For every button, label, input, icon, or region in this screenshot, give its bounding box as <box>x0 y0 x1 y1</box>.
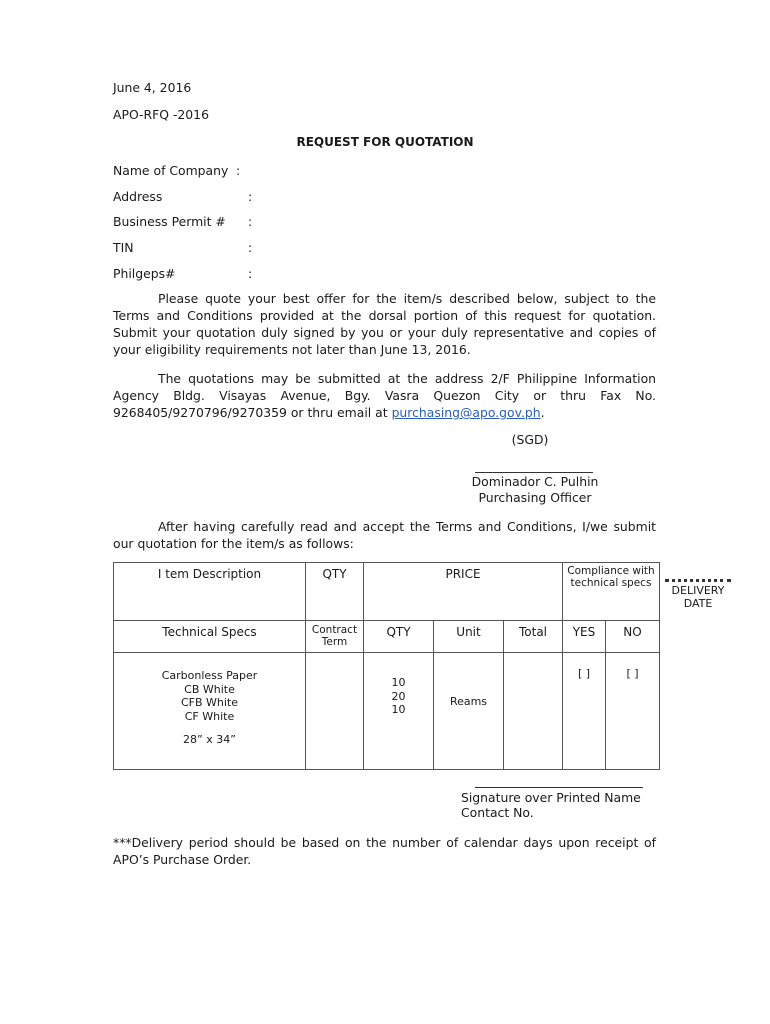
no-checkbox[interactable]: [ ] <box>605 653 659 770</box>
item-line: CFB White <box>180 696 239 709</box>
item-size: 28” x 34” <box>183 733 236 746</box>
field-colon-address: : <box>248 189 253 204</box>
contact-label: Contact No. <box>461 805 534 820</box>
total-cell <box>504 653 563 770</box>
item-line: CF White <box>184 709 235 723</box>
header-qty: QTY <box>306 563 364 621</box>
header-technical-specs: Technical Specs <box>114 621 306 653</box>
delivery-note: ***Delivery period should be based on the number of calendar days upon receipt of APO’s Purchase Order. <box>113 835 656 867</box>
field-label-tin: TIN <box>113 240 134 255</box>
field-colon-company: : <box>236 163 241 178</box>
quantity-value: 20 <box>391 689 406 703</box>
document-date: June 4, 2016 <box>113 80 192 95</box>
header-item-description: I tem Description <box>114 563 306 621</box>
sgd-mark: (SGD) <box>511 432 549 447</box>
field-label-philgeps: Philgeps# <box>113 266 176 281</box>
item-line: CB White <box>184 682 235 696</box>
field-label-business-permit: Business Permit # <box>113 214 226 229</box>
supplier-signature-line <box>475 787 643 788</box>
paragraph-acceptance: After having carefully read and accept the Terms and Conditions, I/we submit our quotation for the item/s as follows: <box>113 519 656 551</box>
field-label-company: Name of Company <box>113 163 229 178</box>
reference-number: APO-RFQ -2016 <box>113 107 209 122</box>
header-compliance: Compliance with technical specs <box>563 563 660 621</box>
field-label-address: Address <box>113 189 163 204</box>
quantity-value: 10 <box>391 703 406 716</box>
submission-address-end: . <box>540 405 545 420</box>
document-title: REQUEST FOR QUOTATION <box>296 135 474 149</box>
header-total: Total <box>504 621 563 653</box>
delivery-date-header: DELIVERY DATE <box>665 579 731 620</box>
email-link[interactable]: purchasing@apo.gov.ph <box>391 405 541 420</box>
quotation-table <box>113 562 660 770</box>
submission-address-text: The quotations may be submitted at the address 2/F Philippine Information Agency Bldg. Visayas Avenue, Bgy. Vasra Quezon City or thru Fax No. 9268405/9270796/9270359 or thru email at <box>113 371 656 420</box>
item-description-cell <box>114 653 306 770</box>
officer-signature-line <box>475 472 593 473</box>
item-line: Carbonless Paper <box>161 669 258 682</box>
field-colon-tin: : <box>248 240 253 255</box>
header-no: NO <box>605 621 659 653</box>
field-colon-business-permit: : <box>248 214 253 229</box>
header-yes: YES <box>563 621 606 653</box>
qty-cell <box>306 653 364 770</box>
yes-checkbox[interactable]: [ ] <box>563 653 606 770</box>
officer-title: Purchasing Officer <box>478 490 592 505</box>
header-unit: Unit <box>434 621 504 653</box>
quantity-value: 10 <box>391 676 406 689</box>
unit-cell: Reams <box>434 653 504 770</box>
header-contract-term: Contract Term <box>306 621 364 653</box>
header-price: PRICE <box>364 563 563 621</box>
signature-label: Signature over Printed Name <box>461 790 641 805</box>
header-price-qty: QTY <box>364 621 434 653</box>
field-colon-philgeps: : <box>248 266 253 281</box>
price-qty-cell <box>364 653 434 770</box>
paragraph-quote-request: Please quote your best offer for the item/s described below, subject to the Terms and Conditions provided at the dorsal portion of this request for quotation. Submit your quotation duly signed by you or your duly representative and copies of your eligibility requirements not later than June 13, 2016. <box>113 291 656 357</box>
officer-name: Dominador C. Pulhin <box>471 474 599 489</box>
paragraph-submission-address <box>113 370 656 421</box>
